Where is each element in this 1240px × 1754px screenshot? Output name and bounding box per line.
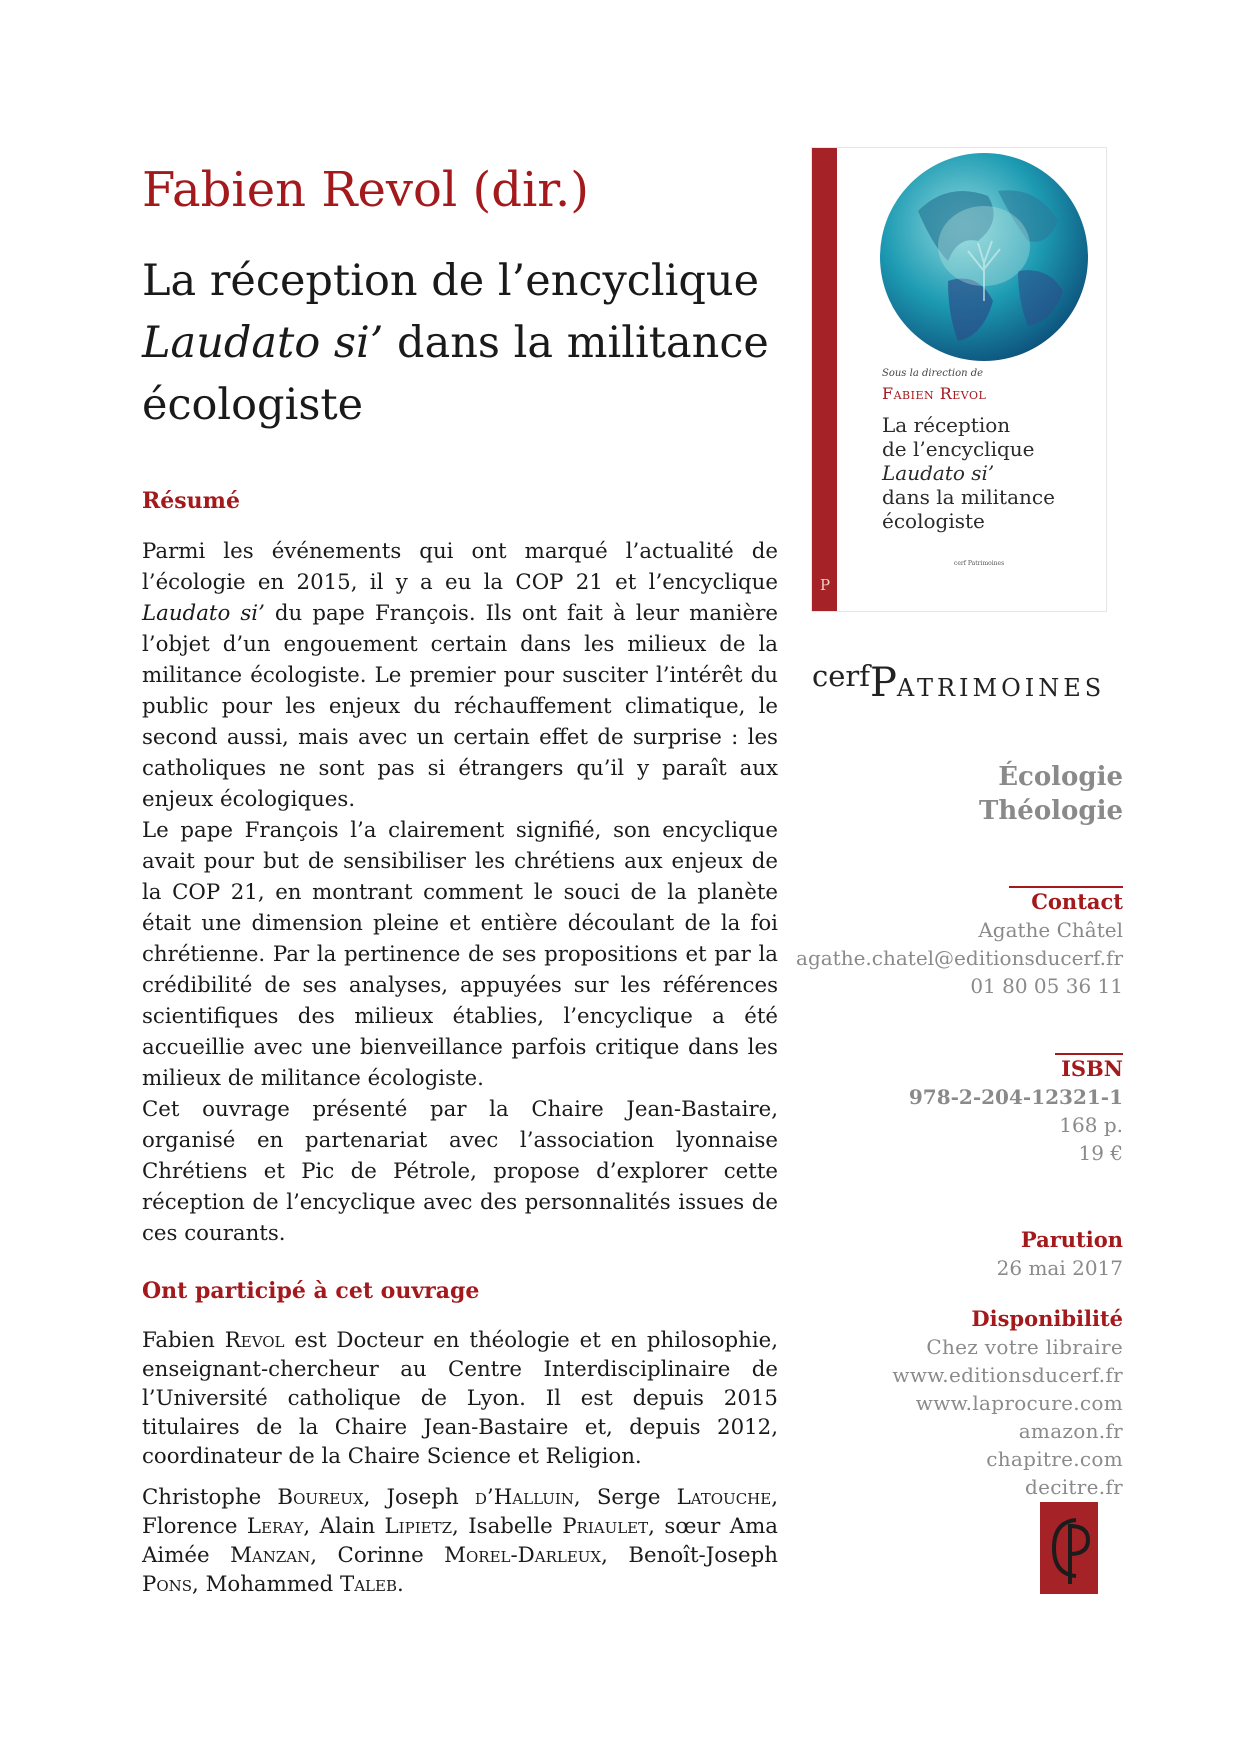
contributors-list	[142, 1483, 778, 1599]
author-heading: Fabien Revol (dir.)	[142, 162, 589, 218]
cover-publisher: cerf Patrimoines	[954, 560, 1005, 567]
publisher-logo	[812, 660, 1105, 706]
availability-heading: Disponibilité	[971, 1306, 1123, 1331]
parution-heading: Parution	[1020, 1227, 1123, 1252]
contributor-last-name: d’Halluin	[474, 1485, 574, 1510]
category-item: Écologie	[998, 762, 1123, 792]
availability-block	[892, 1305, 1123, 1501]
resume-heading: Résumé	[142, 488, 240, 514]
contributor-first-name: Benoît-Joseph	[628, 1543, 778, 1568]
contributors-text	[142, 1326, 778, 1611]
contributor-separator: ,	[648, 1514, 665, 1539]
cover-title-italic: Laudato si’	[882, 461, 995, 485]
availability-link[interactable]: www.laprocure.com	[915, 1391, 1123, 1415]
logo-p: P	[870, 660, 897, 706]
contributor-first-name: sœur Ama Aimée	[142, 1514, 779, 1568]
summary-paragraph-3: Cet ouvrage présenté par la Chaire Jean-Bastaire, organisé en partenariat avec l’association lyonnaise Chrétiens et Pic de Pétrole, propose d’explorer cette réception de l’encyclique avec des personnalités issues de ces courants.	[142, 1097, 778, 1246]
contributor-separator: ,	[363, 1485, 387, 1510]
logo-cerf: cerf	[812, 659, 870, 693]
cover-title	[882, 413, 1097, 533]
availability-item: Chez votre libraire	[926, 1335, 1123, 1359]
availability-link[interactable]: www.editionsducerf.fr	[892, 1363, 1123, 1387]
contributor-first-name: Serge	[596, 1485, 677, 1510]
summary-paragraph-1	[142, 536, 778, 815]
revol-bio	[142, 1326, 778, 1471]
contributor-separator: ,	[310, 1543, 338, 1568]
contributor-last-name: Boureux	[277, 1485, 364, 1510]
contributor-separator: ,	[771, 1485, 778, 1510]
title-line-3: écologiste	[142, 380, 364, 430]
cover-title-line: de l’encyclique	[882, 437, 1035, 461]
book-title	[142, 250, 792, 436]
price: 19 €	[1078, 1141, 1123, 1165]
availability-link[interactable]: decitre.fr	[1025, 1475, 1123, 1499]
contributor-last-name: Leray	[246, 1514, 304, 1539]
availability-link[interactable]: chapitre.com	[986, 1447, 1123, 1471]
summary-text	[142, 536, 778, 1249]
summary-paragraph-2: Le pape François l’a clairement signifié, son encyclique avait pour but de sensibiliser les chrétiens aux enjeux de la COP 21, en montrant comment le souci de la planète était une dimension pleine et entière découlant de la foi chrétienne. Par la pertinence de ses propositions et par la crédibilité de ses analyses, appuyées sur les références scientifiques des milieux établies, l’encyclique a été accueillie avec une bienveillance parfois critique dans les milieux de militance écologiste.	[142, 818, 778, 1091]
page-count: 168 p.	[1059, 1113, 1123, 1137]
contributor-separator: ,	[573, 1485, 597, 1510]
revol-bio-text: est Docteur en théologie et en philosophie, enseignant-chercheur au Centre Interdisciplinaire de l’Université catholique de Lyon. Il est depuis 2015 titulaires de la Chaire Jean-Bastaire et, depuis 2012, coordinateur de la Chaire Science et Religion.	[142, 1328, 778, 1469]
parution-date: 26 mai 2017	[996, 1256, 1123, 1280]
summary-p1-a: Parmi les événements qui ont marqué l’actualité de l’écologie en 2015, il y a eu la COP 21 et l’encyclique	[142, 539, 778, 595]
contributor-first-name: Isabelle	[468, 1514, 563, 1539]
title-italic: Laudato si’	[142, 318, 384, 368]
category-item: Théologie	[979, 796, 1123, 826]
logo-rest: ATRIMOINES	[896, 674, 1106, 702]
cerf-emblem-logo	[1040, 1502, 1098, 1594]
book-cover	[812, 148, 1106, 611]
contributor-separator: ,	[303, 1514, 320, 1539]
revol-last: Revol	[224, 1328, 285, 1353]
cover-band	[812, 148, 837, 611]
cover-title-line: dans la militance	[882, 485, 1055, 509]
isbn-number: 978-2-204-12321-1	[908, 1085, 1123, 1109]
cover-band-logo: P	[819, 576, 831, 594]
globe-illustration	[878, 151, 1090, 363]
cover-author: Fabien Revol	[882, 384, 987, 403]
cover-title-line: écologiste	[882, 509, 985, 533]
contributor-last-name: Pons	[142, 1572, 193, 1597]
contributor-last-name: Morel-Darleux	[444, 1543, 602, 1568]
contributor-separator: .	[397, 1572, 404, 1597]
contributors-heading: Ont participé à cet ouvrage	[142, 1278, 480, 1304]
contributor-separator: ,	[192, 1572, 206, 1597]
title-line-2: dans la militance	[383, 318, 769, 368]
contact-phone: 01 80 05 36 11	[970, 974, 1123, 998]
parution-block	[997, 1226, 1123, 1282]
contributor-separator: ,	[452, 1514, 469, 1539]
revol-first: Fabien	[142, 1328, 215, 1353]
contributor-first-name: Christophe	[142, 1485, 278, 1510]
contributor-last-name: Taleb	[340, 1572, 397, 1597]
cover-subtitle: Sous la direction de	[882, 368, 984, 379]
contributor-first-name: Corinne	[337, 1543, 445, 1568]
availability-link[interactable]: amazon.fr	[1018, 1419, 1123, 1443]
cover-title-line: La réception	[882, 413, 1011, 437]
categories	[979, 760, 1123, 828]
title-line-1: La réception de l’encyclique	[142, 256, 760, 306]
contributor-last-name: Latouche	[676, 1485, 772, 1510]
contributor-separator: ,	[601, 1543, 629, 1568]
contact-block	[796, 888, 1123, 1000]
summary-p1-italic: Laudato si’	[142, 601, 265, 626]
contributor-last-name: Lipietz	[384, 1514, 452, 1539]
summary-p1-b: du pape François. Ils ont fait à leur manière l’objet d’un engouement certain dans les milieux de la militance écologiste. Le premier pour susciter l’intérêt du public pour les enjeux du réchauffement climatique, le second aussi, mais avec un certain effet de surprise : les catholiques ne sont pas si étrangers qu’il y paraît aux enjeux écologiques.	[142, 601, 778, 812]
contributor-first-name: Florence	[142, 1514, 247, 1539]
isbn-heading: ISBN	[1061, 1056, 1123, 1081]
contributor-last-name: Priaulet	[562, 1514, 649, 1539]
isbn-block	[909, 1055, 1123, 1167]
contributor-first-name: Mohammed	[205, 1572, 341, 1597]
contributor-first-name: Alain	[319, 1514, 385, 1539]
contributor-first-name: Joseph	[386, 1485, 475, 1510]
contact-heading: Contact	[1031, 889, 1123, 914]
contact-name: Agathe Châtel	[978, 918, 1123, 942]
contributor-last-name: Manzan	[230, 1543, 311, 1568]
contact-email[interactable]: agathe.chatel@editionsducerf.fr	[796, 946, 1123, 970]
